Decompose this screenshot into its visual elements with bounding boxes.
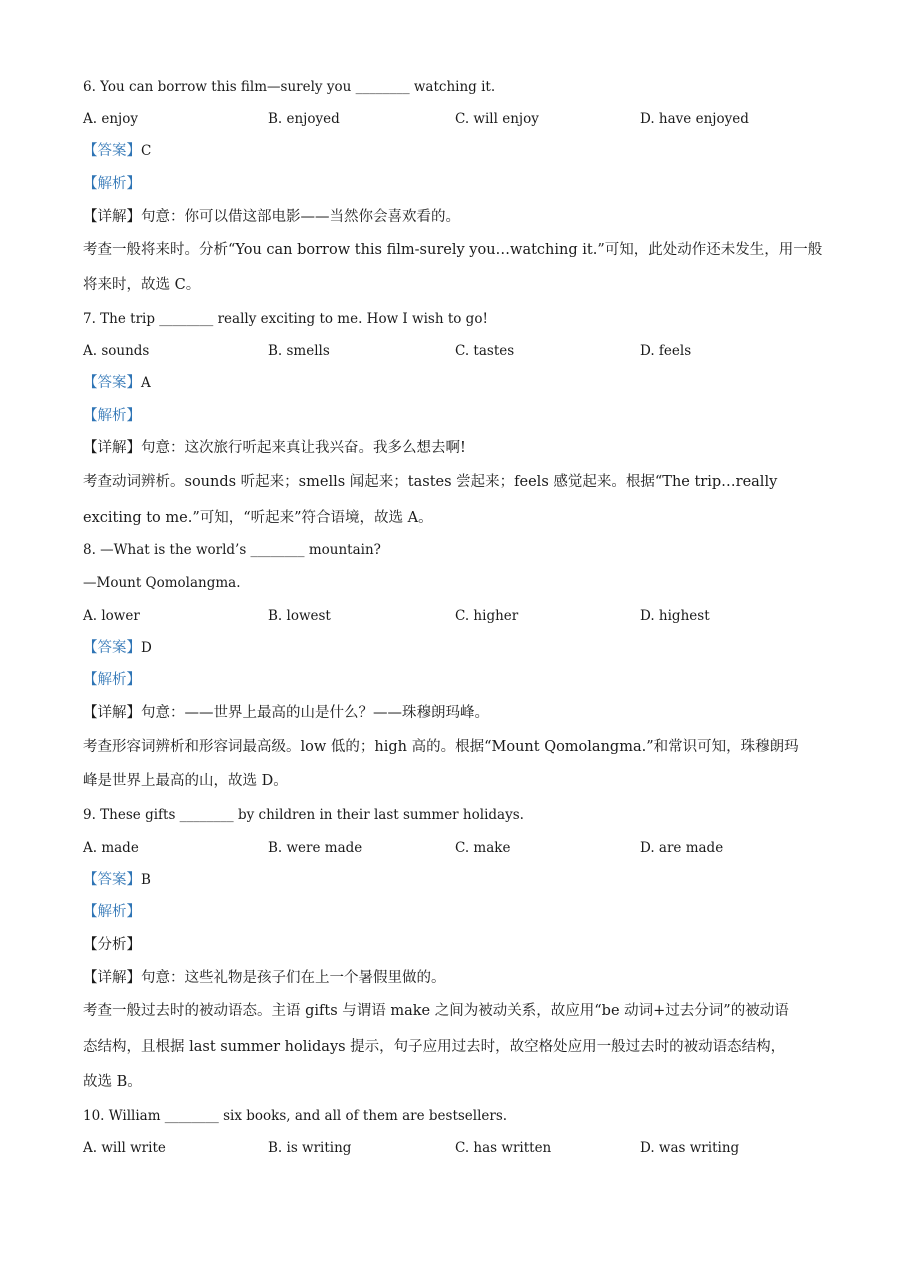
q6-option-d: D. have enjoyed bbox=[640, 111, 749, 127]
answer-value: D bbox=[141, 640, 152, 656]
q9-analysis-tag: 【解析】 bbox=[83, 904, 141, 920]
q10-option-c: C. has written bbox=[455, 1140, 552, 1156]
q10-option-d: D. was writing bbox=[640, 1140, 740, 1156]
answer-value: C bbox=[141, 143, 152, 159]
q7-option-a: A. sounds bbox=[83, 343, 150, 359]
answer-tag: 【答案】 bbox=[83, 375, 141, 391]
q9-option-c: C. make bbox=[455, 840, 511, 856]
q6-option-c: C. will enjoy bbox=[455, 111, 539, 127]
q6-answer bbox=[83, 141, 151, 161]
q8-analysis-tag: 【解析】 bbox=[83, 672, 141, 688]
q7-option-b: B. smells bbox=[268, 343, 330, 359]
q6-option-b: B. enjoyed bbox=[268, 111, 340, 127]
q10-option-a: A. will write bbox=[83, 1140, 166, 1156]
q10-option-b: B. is writing bbox=[268, 1140, 352, 1156]
q7-detail-1: 【详解】句意：这次旅行听起来真让我兴奋。我多么想去啊! bbox=[83, 440, 466, 456]
q9-detail-2: 考查一般过去时的被动语态。主语 gifts 与谓语 make 之间为被动关系，故应用“be 动词+过去分词”的被动语 bbox=[83, 1003, 789, 1019]
q9-option-b: B. were made bbox=[268, 840, 363, 856]
answer-value: B bbox=[141, 872, 151, 888]
q8-option-b: B. lowest bbox=[268, 608, 331, 624]
q6-detail-2: 考查一般将来时。分析“You can borrow this film-surely you…watching it.”可知，此处动作还未发生，用一般 bbox=[83, 242, 823, 258]
q9-detail-3: 态结构，且根据 last summer holidays 提示，句子应用过去时，故空格处应用一般过去时的被动语态结构， bbox=[83, 1039, 786, 1055]
q7-analysis-tag: 【解析】 bbox=[83, 408, 141, 424]
question-7-stem: 7. The trip ________ really exciting to me. How I wish to go! bbox=[83, 311, 488, 327]
question-8-stem: 8. —What is the world’s ________ mountain? bbox=[83, 542, 381, 558]
question-10-stem: 10. William ________ six books, and all of them are bestsellers. bbox=[83, 1108, 508, 1124]
q6-option-a: A. enjoy bbox=[83, 111, 138, 127]
q9-answer bbox=[83, 870, 151, 890]
q7-detail-3: exciting to me.”可知，“听起来”符合语境，故选 A。 bbox=[83, 510, 433, 526]
answer-tag: 【答案】 bbox=[83, 872, 141, 888]
q8-answer bbox=[83, 638, 152, 658]
q6-detail-1: 【详解】句意：你可以借这部电影——当然你会喜欢看的。 bbox=[83, 209, 460, 225]
q9-option-d: D. are made bbox=[640, 840, 724, 856]
q9-option-a: A. made bbox=[83, 840, 139, 856]
q8-detail-3: 峰是世界上最高的山，故选 D。 bbox=[83, 773, 288, 789]
q8-option-c: C. higher bbox=[455, 608, 519, 624]
q8-option-a: A. lower bbox=[83, 608, 140, 624]
q7-detail-2: 考查动词辨析。sounds 听起来；smells 闻起来；tastes 尝起来；feels 感觉起来。根据“The trip…really bbox=[83, 474, 778, 490]
q7-answer bbox=[83, 373, 151, 393]
q9-fenxi-tag: 【分析】 bbox=[83, 937, 141, 953]
question-9-stem: 9. These gifts ________ by children in their last summer holidays. bbox=[83, 807, 524, 823]
q9-detail-4: 故选 B。 bbox=[83, 1074, 142, 1090]
question-6-stem: 6. You can borrow this film—surely you ________ watching it. bbox=[83, 79, 496, 95]
q7-option-d: D. feels bbox=[640, 343, 692, 359]
q8-detail-1: 【详解】句意：——世界上最高的山是什么？——珠穆朗玛峰。 bbox=[83, 705, 489, 721]
answer-tag: 【答案】 bbox=[83, 640, 141, 656]
q7-option-c: C. tastes bbox=[455, 343, 515, 359]
answer-tag: 【答案】 bbox=[83, 143, 141, 159]
q6-detail-3: 将来时，故选 C。 bbox=[83, 277, 201, 293]
answer-value: A bbox=[141, 375, 151, 391]
q8-detail-2: 考查形容词辨析和形容词最高级。low 低的；high 高的。根据“Mount Qomolangma.”和常识可知，珠穆朗玛 bbox=[83, 739, 799, 755]
q6-analysis-tag: 【解析】 bbox=[83, 176, 141, 192]
question-8-reply: —Mount Qomolangma. bbox=[83, 575, 241, 591]
q9-detail-1: 【详解】句意：这些礼物是孩子们在上一个暑假里做的。 bbox=[83, 970, 446, 986]
q8-option-d: D. highest bbox=[640, 608, 710, 624]
